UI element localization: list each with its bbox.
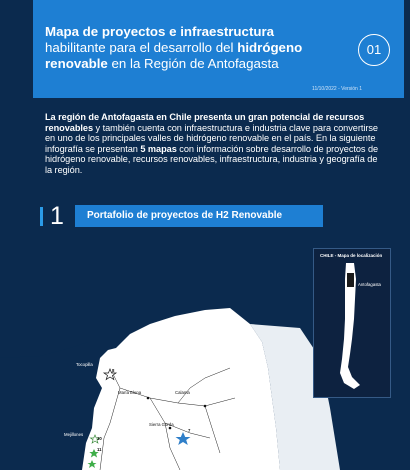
intro-paragraph: La región de Antofagasta en Chile presenta un gran potencial de recursos renovables y también cuenta con infraestructura e industria clave para convertirse en uno de los principales valles de hidrógeno renovable en el país. En la siguiente infografía se presentan 5 mapas con información sobre desarrollo de proyectos de hidrógeno renovable, recursos renovables, infraestructura, industria y geografía de la región. (45, 112, 379, 175)
label-sierra-gorda: Sierra Gorda (149, 422, 174, 427)
marker-label-7: 7 (188, 428, 191, 433)
town-dot-calama (204, 405, 207, 408)
label-mejillones: Mejillones (64, 432, 84, 437)
label-tocopilla: Tocopilla (76, 362, 93, 367)
section-number: 1 (50, 202, 64, 230)
town-dot-sierra-gorda (169, 427, 172, 430)
header-banner (33, 0, 404, 98)
marker-label-8: 8 (112, 368, 115, 373)
marker-label-10: 10 (97, 436, 102, 441)
inset-title: CHILE - Mapa de localización (320, 253, 383, 258)
section-accent-bar (40, 207, 43, 226)
inset-region-label: Antofagasta (358, 282, 381, 287)
chile-outline (314, 249, 390, 397)
town-dot-maria-elena (147, 397, 150, 400)
antofagasta-region (347, 273, 354, 287)
page-title: Mapa de proyectos e infraestructura habilitante para el desarrollo del hidrógeno renovable en la Región de Antofagasta (45, 24, 303, 71)
label-calama: Calama (175, 390, 190, 395)
section-title: Portafolio de proyectos de H2 Renovable (75, 205, 323, 227)
page-number-badge: 01 (358, 34, 390, 66)
marker-label-11: 11 (97, 447, 102, 452)
location-inset-map (313, 248, 391, 398)
region-territory (82, 308, 280, 470)
version-date: 11/10/2022 - Versión 1 (312, 86, 362, 92)
label-maria-elena: María Elena (118, 390, 142, 395)
